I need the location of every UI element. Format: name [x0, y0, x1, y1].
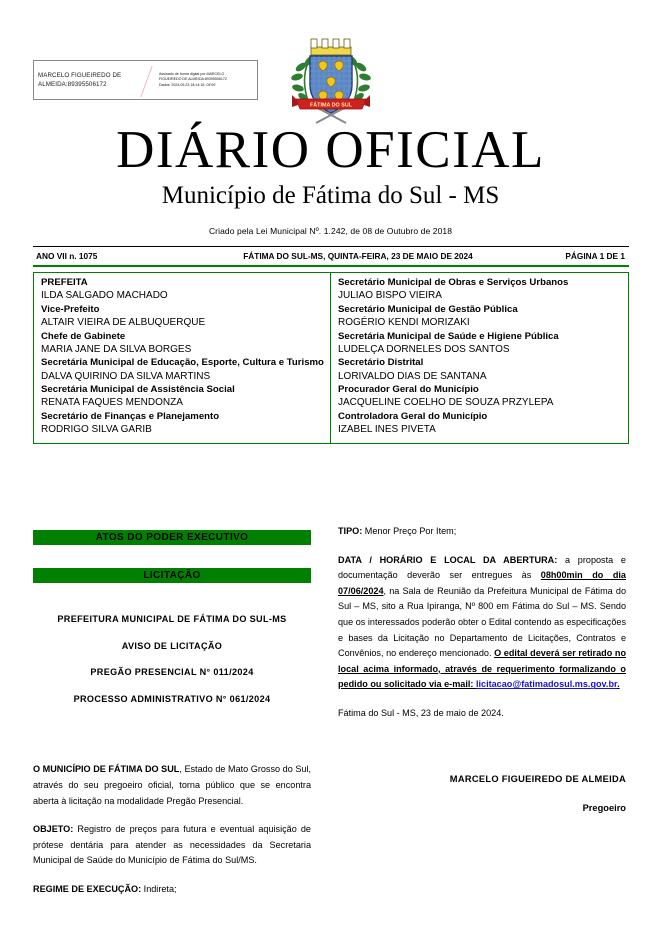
svg-text:FÁTIMA DO SUL: FÁTIMA DO SUL: [309, 102, 353, 109]
official-name: ALTAIR VIEIRA DE ALBUQUERQUE: [41, 317, 206, 328]
notice-data-text-1: a proposta e documentação deverão ser entregues às: [338, 554, 626, 581]
official-name: LORIVALDO DIAS DE SANTANA: [338, 370, 487, 382]
official-entry: [338, 330, 623, 357]
signature-subject: [34, 71, 156, 89]
official-entry: [338, 383, 623, 410]
issue-page-number: PÁGINA 1 DE 1: [565, 250, 625, 261]
section-banner-atos-do-poder-executivo: ATOS DO PODER EXECUTIVO: [33, 530, 311, 545]
spacer: [33, 718, 311, 762]
official-entry: [41, 383, 325, 410]
info-bar-rule: [33, 265, 629, 267]
signature-subject-line-1: MARCELO FIGUEIREDO DE: [38, 72, 122, 79]
notice-objeto-label: OBJETO:: [33, 824, 74, 835]
signer-role: Pregoeiro: [582, 803, 626, 814]
notice-regime-paragraph: [33, 882, 311, 898]
official-entry: [41, 303, 325, 330]
official-entry: [41, 410, 325, 437]
official-entry: [41, 276, 325, 303]
issue-info-bar: [33, 246, 629, 267]
notice-data-paragraph: [338, 553, 626, 693]
signer-name: MARCELO FIGUEIREDO DE ALMEIDA: [449, 773, 626, 784]
signature-detail-line-1: Assinado de forma digital por MARCELO: [159, 71, 225, 76]
official-name: JULIAO BISPO VIEIRA: [338, 290, 442, 302]
notice-left-column: [33, 612, 311, 911]
notice-tipo-label: TIPO:: [338, 526, 363, 536]
official-name: DALVA QUIRINO DA SILVA MARTINS: [41, 370, 211, 382]
notice-objeto-text: Registro de preços para futura e eventual aquisição de prótese dentária para atender as necessidades da Secretaria Municipal de Saúde do Município de Fátima do Sul/MS.: [33, 824, 311, 866]
notice-data-text-2: , na Sala de Reunião da Prefeitura Municipal de Fátima do Sul – MS, sito a Rua Ipiranga, Nº 800 em Fátima do Sul – MS. Sendo que os interessados poderão obter o Edital contendo as especificações e bases da Licitação no Departamento de Licitações, Contratos e Convênios, no endereço mencionado.: [338, 585, 626, 659]
notice-regime-text: Indireta;: [141, 883, 177, 894]
signature-detail-line-3: Dados: 2024.05.23 18:14:18 -04'00': [159, 82, 216, 87]
digital-signature-stamp: [33, 60, 258, 100]
masthead-subtitle: Município de Fátima do Sul - MS: [161, 182, 500, 209]
official-name: JACQUELINE COELHO DE SOUZA PRZYLEPA: [338, 397, 554, 409]
masthead-law-line: Criado pela Lei Municipal Nº. 1.242, de 08 de Outubro de 2018: [208, 226, 453, 236]
official-name: RODRIGO SILVA GARIB: [41, 424, 152, 436]
notice-heading-aviso: AVISO DE LICITAÇÃO: [121, 640, 223, 651]
issue-place-date: FÁTIMA DO SUL-MS, QUINTA-FEIRA, 23 DE MAIO DE 2024: [243, 250, 473, 261]
notice-regime-label: REGIME DE EXECUÇÃO:: [33, 883, 142, 894]
section-banner-licitacao: LICITAÇÃO: [33, 568, 311, 583]
notice-edital-instructions: O edital deverá ser retirado no local acima informado, através de requerimento formalizando o pedido ou solicitado via e-mail:: [338, 648, 626, 690]
official-role: Chefe de Gabinete: [41, 330, 126, 342]
official-name: LUDELÇA DORNELES DOS SANTOS: [338, 343, 510, 355]
notice-tipo-paragraph: [338, 524, 626, 540]
notice-intro-rest: , Estado de Mato Grosso do Sul, através do seu pregoeiro oficial, torna público que se encontra aberta à licitação na modalidade Pregão Presencial.: [33, 764, 311, 806]
official-name: ROGÉRIO KENDI MORIZAKI: [338, 317, 470, 328]
notice-edital-trailing: .: [617, 679, 620, 690]
officials-column-left: [34, 273, 331, 443]
official-entry: [338, 276, 623, 303]
notice-data-label: DATA / HORÁRIO E LOCAL DA ABERTURA:: [338, 554, 558, 565]
official-role: Controladora Geral do Município: [338, 410, 488, 422]
notice-heading-processo: PROCESSO ADMINISTRATIVO N° 061/2024: [73, 693, 271, 704]
notice-heading-prefeitura: PREFEITURA MUNICIPAL DE FÁTIMA DO SUL-MS: [57, 614, 287, 624]
official-role: Secretário de Finanças e Planejamento: [41, 410, 220, 422]
official-role: Secretária Municipal de Assistência Social: [41, 384, 235, 396]
notice-tipo-text: Menor Preço Por Item;: [362, 526, 457, 536]
official-role: PREFEITA: [41, 277, 88, 288]
contact-email-link[interactable]: licitacao@fatimadosul.ms.gov.br: [475, 679, 618, 690]
signature-subject-line-2: ALMEIDA:89395506172: [38, 81, 107, 88]
official-name: RENATA FAQUES MENDONZA: [41, 397, 183, 409]
official-role: Secretária Municipal de Educação, Esporte, Cultura e Turismo: [41, 357, 324, 369]
officials-column-right: [331, 273, 628, 443]
masthead: [0, 122, 661, 236]
official-entry: [41, 356, 325, 383]
signature-details: [156, 72, 257, 88]
official-entry: [338, 356, 623, 383]
officials-table: [33, 272, 629, 444]
notice-intro-lead: O MUNICÍPIO DE FÁTIMA DO SUL: [33, 764, 180, 775]
official-role: Vice-Prefeito: [41, 303, 100, 315]
official-role: Secretária Municipal de Saúde e Higiene Pública: [338, 330, 559, 342]
notice-right-column: [338, 524, 626, 817]
official-entry: [338, 410, 623, 437]
official-role: Secretário Municipal de Obras e Serviços Urbanos: [338, 277, 569, 288]
signature-detail-line-2: FIGUEIREDO DE ALMEIDA:89395506172: [159, 77, 227, 82]
page-title: DIÁRIO OFICIAL: [116, 121, 545, 179]
official-role: Procurador Geral do Município: [338, 384, 479, 396]
official-role: Secretário Distrital: [338, 357, 424, 369]
notice-heading-pregao: PREGÃO PRESENCIAL N° 011/2024: [90, 667, 254, 678]
notice-intro-paragraph: [33, 762, 311, 809]
notice-abertura-datetime: 08h00min do dia 07/06/2024: [338, 570, 626, 596]
official-role: Secretário Municipal de Gestão Pública: [338, 303, 518, 315]
official-entry: [338, 303, 623, 330]
notice-objeto-paragraph: [33, 822, 311, 869]
official-name: IZABEL INES PIVETA: [338, 424, 436, 436]
issue-year-number: ANO VII n. 1075: [36, 250, 98, 261]
official-name: MARIA JANE DA SILVA BORGES: [41, 343, 192, 355]
coat-of-arms-icon: [288, 33, 374, 125]
official-entry: [41, 330, 325, 357]
official-name: ILDA SALGADO MACHADO: [41, 290, 168, 302]
notice-place-date: Fátima do Sul - MS, 23 de maio de 2024.: [338, 707, 504, 718]
